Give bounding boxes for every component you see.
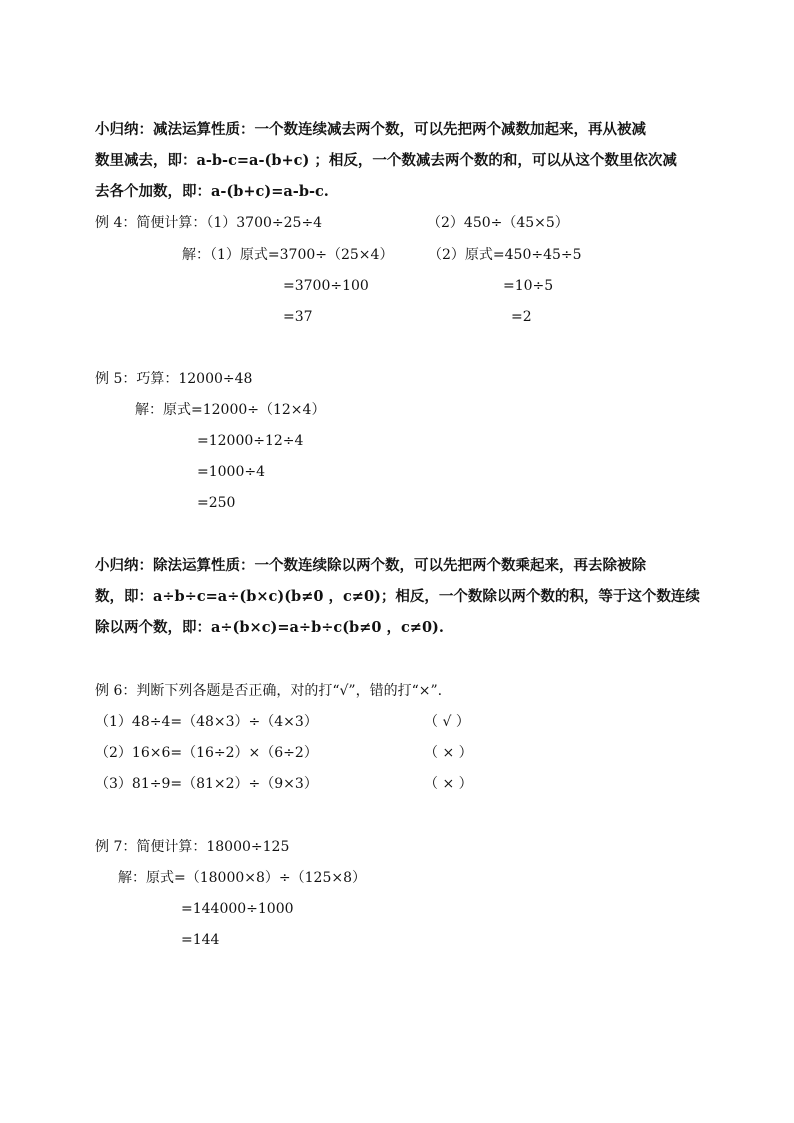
example7-solution-line3: =144 [181,932,220,948]
example7-solution-line1: 解：原式=（18000×8）÷（125×8） [118,870,366,886]
example6-answer-3: （ × ） [424,776,473,792]
example5-solution-line4: =250 [197,495,236,511]
summary-subtraction-line1: 小归纳：减法运算性质：一个数连续减去两个数，可以先把两个减数加起来，再从被减 [95,121,646,138]
example5-solution-line3: =1000÷4 [197,464,265,480]
summary-division-line3: 除以两个数，即：a÷(b×c)=a÷b÷c(b≠0 ，c≠0). [95,619,444,636]
example6-answer-1: （ √ ） [424,714,470,730]
example6-answer-2: （ × ） [424,745,473,761]
example6-question-2: （2）16×6=（16÷2）×（6÷2） [95,745,318,761]
example6-heading: 例 6：判断下列各题是否正确，对的打“√”，错的打“×”. [95,683,443,699]
example6-question-3: （3）81÷9=（81×2）÷（9×3） [95,776,318,792]
example4-solution1-line2: =3700÷100 [283,278,369,294]
example7-heading: 例 7：简便计算：18000÷125 [95,839,290,855]
example6-question-1: （1）48÷4=（48×3）÷（4×3） [95,714,318,730]
example5-solution-line1: 解：原式=12000÷（12×4） [135,402,326,418]
example7-solution-line2: =144000÷1000 [181,901,294,917]
example4-heading-part2: （2）450÷（45×5） [427,215,569,231]
summary-division-line1: 小归纳：除法运算性质：一个数连续除以两个数，可以先把两个数乘起来，再去除被除 [95,557,646,574]
example5-solution-line2: =12000÷12÷4 [197,433,304,449]
example4-solution2-line2: =10÷5 [503,278,554,294]
summary-subtraction-line3: 去各个加数，即：a-(b+c)=a-b-c. [95,183,329,200]
summary-division-line2: 数，即：a÷b÷c=a÷(b×c)(b≠0 ，c≠0)；相反，一个数除以两个数的积，等于这个数连续 [95,588,700,605]
example4-solution1-line1: 解：（1）原式=3700÷（25×4） [182,247,394,263]
example4-solution2-line3: =2 [511,309,532,325]
summary-subtraction-line2: 数里减去，即：a-b-c=a-(b+c) ；相反，一个数减去两个数的和，可以从这个数里依次减 [95,152,677,169]
example5-heading: 例 5：巧算：12000÷48 [95,371,253,387]
example4-heading: 例 4：简便计算：（1）3700÷25÷4 [95,215,323,231]
example4-solution1-line3: =37 [283,309,313,325]
example4-solution2-line1: （2）原式=450÷45÷5 [428,247,582,263]
